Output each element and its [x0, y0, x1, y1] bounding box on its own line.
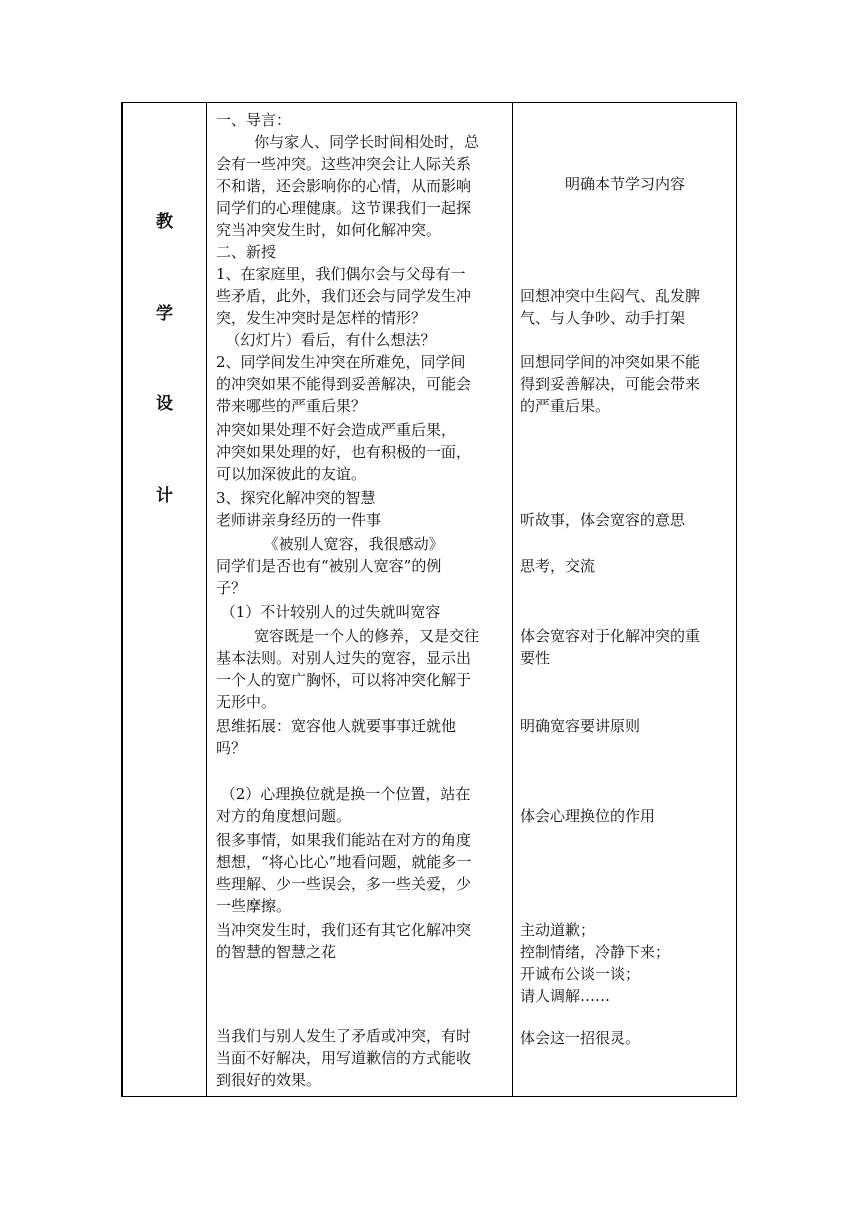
content-line: 2、同学间发生冲突在所难免，同学间 [216, 353, 466, 371]
content-line: 同学们的心理健康。这节课我们一起探 [216, 199, 472, 217]
activity-line: 要性 [520, 649, 551, 667]
section-label-column [123, 103, 206, 1096]
teaching-content-column [207, 103, 512, 1096]
activity-line: 体会这一招很灵。 [520, 1029, 641, 1047]
content-line: 些理解、少一些误会，多一些关爱，少 [216, 875, 472, 893]
section-label-char: 计 [156, 486, 173, 506]
content-line: 基本法则。对别人过失的宽容，显示出 [216, 649, 472, 667]
content-line: 的智慧的智慧之花 [216, 943, 337, 961]
content-line: 很多事情，如果我们能站在对方的角度 [216, 831, 472, 849]
activity-line: 的严重后果。 [520, 397, 611, 415]
content-line: 子？ [216, 579, 247, 597]
student-activity-column [513, 103, 737, 1096]
activity-line: 请人调解…… [520, 987, 611, 1005]
lesson-design-table [121, 102, 737, 1097]
section-label-char: 学 [156, 304, 173, 324]
activity-line: 主动道歉； [520, 921, 596, 939]
content-line: 二、新授 [216, 243, 277, 261]
content-line: 老师讲亲身经历的一件事 [216, 511, 382, 529]
activity-line: 开诚布公谈一谈； [520, 965, 641, 983]
content-line: 带来哪些的严重后果？ [216, 397, 367, 415]
content-line: 《被别人宽容，我很感动》 [216, 535, 444, 553]
activity-line: 明确宽容要讲原则 [520, 717, 641, 735]
content-line: 突，发生冲突时是怎样的情形？ [216, 309, 427, 327]
content-line: 到很好的效果。 [216, 1071, 322, 1089]
content-line: 1、在家庭里，我们偶尔会与父母有一 [216, 265, 466, 283]
activity-line: 体会宽容对于化解冲突的重 [520, 627, 701, 645]
section-label-char: 设 [156, 394, 173, 414]
activity-line: 回想同学间的冲突如果不能 [520, 353, 701, 371]
activity-line: 气、与人争吵、动手打架 [520, 309, 686, 327]
content-line: 可以加深彼此的友谊。 [216, 465, 367, 483]
content-line: 冲突如果处理的好，也有积极的一面， [216, 443, 472, 461]
content-line: 的冲突如果不能得到妥善解决，可能会 [216, 375, 472, 393]
content-line: （幻灯片）看后，有什么想法？ [216, 331, 436, 349]
content-line: 你与家人、同学长时间相处时，总 [216, 133, 480, 151]
activity-line: 得到妥善解决，可能会带来 [520, 375, 701, 393]
content-line: 当我们与别人发生了矛盾或冲突，有时 [216, 1027, 472, 1045]
section-label-char: 教 [156, 212, 173, 232]
content-line: 一些摩擦。 [216, 897, 292, 915]
content-line: 想想，“将心比心”地看问题，就能多一 [216, 853, 472, 871]
content-line: 3、探究化解冲突的智慧 [216, 489, 376, 507]
content-line: 思维拓展：宽容他人就要事事迁就他 [216, 717, 457, 735]
activity-line: 控制情绪，冷静下来； [520, 943, 671, 961]
content-line: （1）不计较别人的过失就叫宽容 [216, 603, 441, 621]
content-line: 吗？ [216, 739, 247, 757]
content-line: 会有一些冲突。这些冲突会让人际关系 [216, 155, 472, 173]
content-line: 一个人的宽广胸怀，可以将冲突化解于 [216, 671, 472, 689]
content-line: 一、导言： [216, 111, 292, 129]
content-line: 不和谐，还会影响你的心情，从而影响 [216, 177, 472, 195]
content-line: 究当冲突发生时，如何化解冲突。 [216, 221, 442, 239]
content-line: 些矛盾，此外，我们还会与同学发生冲 [216, 287, 472, 305]
activity-line: 听故事，体会宽容的意思 [520, 511, 686, 529]
activity-line: 回想冲突中生闷气、乱发脾 [520, 287, 701, 305]
content-line: 宽容既是一个人的修养，又是交往 [216, 627, 480, 645]
content-line: 当面不好解决，用写道歉信的方式能收 [216, 1049, 472, 1067]
content-line: 无形中。 [216, 693, 277, 711]
content-line: （2）心理换位就是换一个位置，站在 [216, 785, 471, 803]
activity-line: 明确本节学习内容 [564, 175, 685, 193]
content-line: 冲突如果处理不好会造成严重后果， [216, 421, 457, 439]
activity-line: 体会心理换位的作用 [520, 807, 656, 825]
content-line: 同学们是否也有“被别人宽容”的例 [216, 557, 442, 575]
content-line: 对方的角度想问题。 [216, 807, 352, 825]
activity-line: 思考，交流 [520, 557, 596, 575]
content-line: 当冲突发生时，我们还有其它化解冲突 [216, 921, 472, 939]
